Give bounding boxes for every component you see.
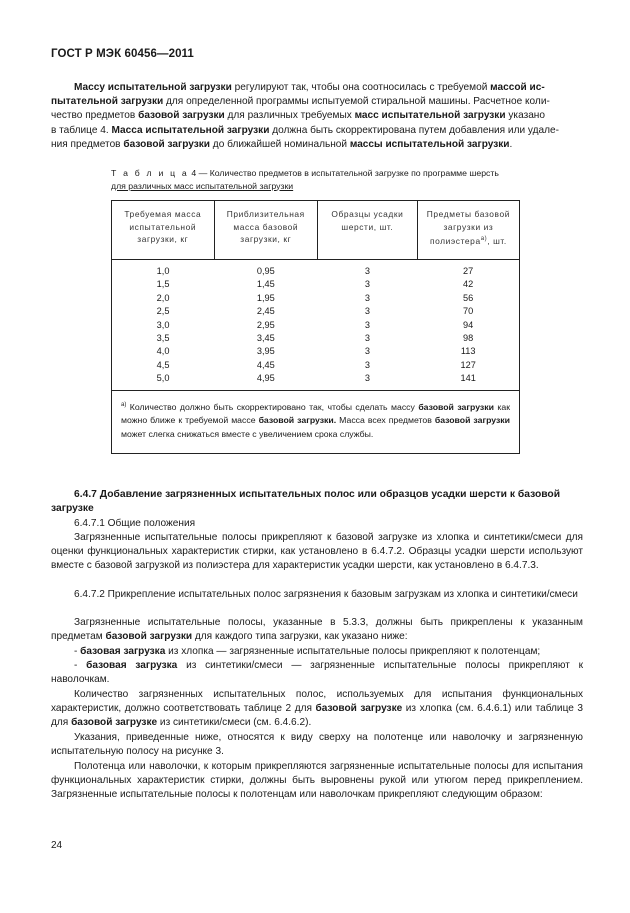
table-cell: 3: [364, 306, 370, 317]
table-cell: 1,0: [156, 266, 170, 276]
table-cell: 1,95: [256, 292, 275, 303]
table-caption-line2: для различных масс испытательной загрузки: [111, 180, 294, 191]
list-item-cotton: - базовая загрузка из хлопка — загрязненные испытательные полосы прикрепляют к полотенцам;: [74, 646, 541, 657]
column-required-mass: [112, 260, 215, 391]
table-cell: 4,95: [256, 373, 275, 384]
column-header-wool-samples: Образцы усадки шерсти, шт.: [317, 201, 417, 260]
intro-line: ния предметов базовой загрузки до ближайшей номинальной массы испытательной загрузки.: [51, 138, 513, 150]
paragraph-preparation: Полотенца или наволочки, к которым прикрепляются загрязненные испытательные полосы для испытания функциональных характеристик стирки, должны быть выровнены рукой или утюгом перед прикреплением. Загрязненные испытательные полосы к полотенцам или наволочкам прикрепляют следующим образом:: [51, 761, 583, 801]
table-note-row: [112, 390, 520, 454]
intro-line: пытательной загрузки для определенной программы испытуемой стиральной машины. Расчетное коли-: [51, 96, 550, 108]
table-cell: 4,0: [156, 346, 170, 357]
page-number: 24: [51, 840, 63, 851]
column-wool-samples: [317, 260, 417, 391]
table-caption: [111, 167, 571, 192]
table-cell: 27: [463, 266, 474, 276]
table-cell: 3: [364, 266, 370, 276]
intro-paragraph: [51, 81, 583, 152]
table-caption-line1: 4 — Количество предметов в испытательной загрузке по программе шерсть: [188, 168, 499, 178]
table-cell: 4,5: [156, 359, 170, 370]
paragraph-attachment: Загрязненные испытательные полосы, указанные в 5.3.3, должны быть прикреплены к указанным предметам базовой загрузки для каждого типа загрузки, как указано ниже:: [51, 617, 583, 643]
table-cell: 3,45: [256, 332, 275, 343]
table-cell: 3: [364, 346, 370, 357]
section-heading: 6.4.7 Добавление загрязненных испытательных полос или образцов усадки шерсти к базовой загрузке: [51, 489, 561, 515]
table-cell: 3: [364, 332, 370, 343]
column-polyester-items: [417, 260, 519, 391]
paragraph-instructions: Указания, приведенные ниже, относятся к виду сверху на полотенце или наволочку и загрязненную испытательную полосу на рисунке 3.: [51, 732, 583, 758]
table-cell: 1,45: [256, 279, 275, 290]
table-cell: 3: [364, 279, 370, 290]
table-cell: 0,95: [256, 266, 275, 276]
intro-line: в таблице 4. Масса испытательной загрузки должна быть скорректирована путем добавления или удале-: [51, 124, 559, 136]
table-data-row: [112, 260, 520, 391]
table-cell: 2,95: [256, 319, 275, 330]
table-cell: 2,45: [256, 306, 275, 317]
table-cell: 94: [463, 319, 474, 330]
table-cell: 56: [463, 292, 474, 303]
paragraph-quantity: Количество загрязненных испытательных полос, используемых для испытания функциональных характеристик, должно соответствовать таблице 2 для базовой загрузке из хлопка (см. 6.4.6.1) или таблице 3 для базовой загрузке из синтетики/смеси (см. 6.4.6.2).: [51, 689, 583, 729]
table-cell: 42: [463, 279, 474, 290]
list-item-synthetic: - базовая загрузка из синтетики/смеси — загрязненные испытательные полосы прикрепляют к наволочкам.: [51, 660, 583, 686]
document-header: ГОСТ Р МЭК 60456—2011: [51, 48, 194, 60]
column-header-required-mass: Требуемая масса испытательной загрузки, кг: [112, 201, 215, 260]
table-cell: 141: [460, 373, 476, 384]
table-cell: 127: [460, 359, 476, 370]
table-cell: 3,0: [156, 319, 170, 330]
table-cell: 3,95: [256, 346, 275, 357]
table-cell: 3: [364, 373, 370, 384]
table-cell: 3: [364, 292, 370, 303]
table-header-row: [112, 201, 520, 260]
column-base-mass: [214, 260, 317, 391]
paragraph-general: Загрязненные испытательные полосы прикрепляют к базовой загрузке из хлопка и синтетики/смеси для оценки функциональных характеристик стирки, как установлено в 6.4.7.2. Образцы усадки шерсти используют вместе с базовой загрузкой из полиэстера для характеристик усадки шерсти, как установлено в 6.4.7.3.: [51, 532, 583, 572]
table-cell: 3: [364, 319, 370, 330]
table-footnote: $^{а)}$ Количество должно быть скорректировано так, чтобы сделать массу базовой загрузки как можно ближе к требуемой массе базовой загрузки. Масса всех предметов базовой загрузки может слегка снижаться вместе с увеличением срока службы.: [112, 390, 520, 454]
subsection-6-4-7-2: 6.4.7.2 Прикрепление испытательных полос загрязнения к базовым загрузкам из хлопка и синтетики/смеси: [74, 589, 578, 600]
column-header-polyester-items: Предметы базовой загрузки из полиэстера$^{а)}$, шт.: [417, 201, 519, 260]
intro-line: чество предметов базовой загрузки для различных требуемых масс испытательной загрузки указано: [51, 110, 545, 122]
table-cell: 1,5: [156, 279, 170, 290]
table-cell: 113: [460, 346, 476, 357]
table-cell: 70: [463, 306, 474, 317]
table-cell: 5,0: [156, 373, 170, 384]
table-cell: 3: [364, 359, 370, 370]
column-header-base-mass: Приблизительная масса базовой загрузки, кг: [214, 201, 317, 260]
subsection-6-4-7-1: 6.4.7.1 Общие положения: [74, 518, 196, 529]
intro-line: Массу испытательной загрузки регулируют так, чтобы она соотносилась с требуемой массой ис-: [74, 82, 545, 93]
table-cell: 2,5: [156, 306, 170, 317]
table-cell: 4,45: [256, 359, 275, 370]
table-cell: 3,5: [156, 332, 170, 343]
table-4: [111, 200, 520, 454]
table-cell: 2,0: [156, 292, 170, 303]
table-caption-label: Т а б л и ц а: [111, 168, 189, 178]
table-cell: 98: [463, 332, 474, 343]
